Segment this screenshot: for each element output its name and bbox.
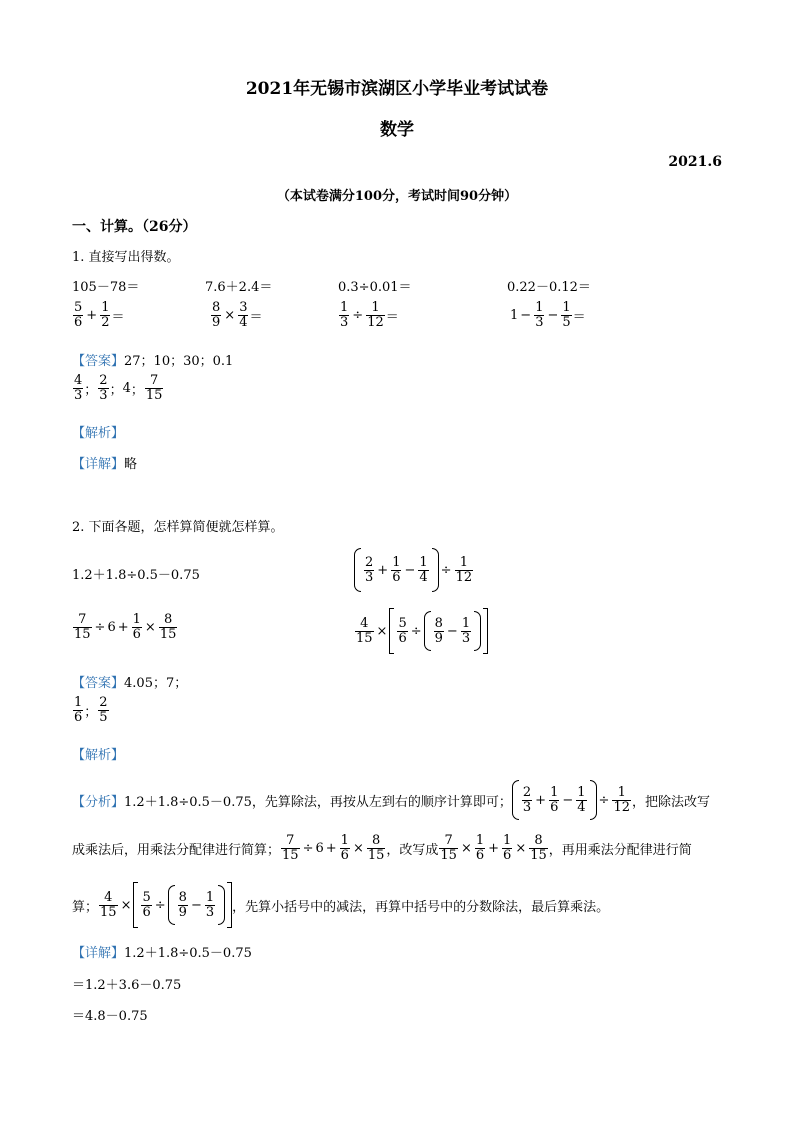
parenthesis-group [354,548,439,592]
fraction: $\frac{1}{12}$ [613,784,630,815]
separator: ； [130,382,144,398]
q2-answer [72,672,187,691]
answer-label: 【答案】 [72,676,125,691]
fraction: $\frac{1}{6}$ [475,833,485,863]
fraction: $\frac{1}{3}$ [340,300,349,330]
fenxi-text: ，改写成 [386,842,439,858]
q2-expr-4 [354,608,488,654]
fraction: $\frac{2}{3}$ [99,373,108,403]
left-paren [424,611,431,651]
separator: ； [109,382,123,398]
right-paren [432,548,439,592]
fraction: $\frac{7}{15}$ [440,833,457,863]
operator: − [547,307,559,323]
q2-analysis-label: 【解析】 [72,748,125,763]
parenthesis-group [168,885,225,925]
separator: ； [84,704,98,720]
whole-number: 4 [122,380,131,396]
fraction: $\frac{1}{6}$ [74,695,83,725]
whole-number: 1 [510,307,519,323]
detail-text: 略 [124,457,138,472]
fraction: $\frac{8}{9}$ [212,300,221,330]
fraction: $\frac{8}{9}$ [178,889,187,920]
fraction: $\frac{7}{15}$ [282,833,299,863]
fraction: $\frac{5}{6}$ [398,615,407,646]
fraction: $\frac{2}{5}$ [99,695,108,725]
operator: + [86,307,98,323]
q1-frac-expr-4 [510,301,586,329]
fraction: $\frac{1}{3}$ [461,615,471,646]
operator: × [376,623,388,639]
left-bracket [133,882,138,928]
q1-detail [72,453,137,472]
operator: + [377,562,389,578]
right-paren [218,885,225,925]
parenthesis-group [512,780,597,820]
q1-analysis-label: 【解析】 [72,426,125,441]
fraction: $\frac{1}{6}$ [132,612,141,642]
q1-expr-3: 0.3÷0.01＝ [338,280,412,295]
fraction: $\frac{5}{6}$ [74,300,83,330]
q2-fenxi-line-1 [72,780,710,820]
equals-sign: ＝ [572,309,586,325]
operator: ÷ [302,840,314,856]
operator: + [117,619,129,635]
detail-label: 【详解】 [72,457,125,472]
fraction: $\frac{7}{15}$ [74,612,91,642]
q1-expr-4: 0.22－0.12＝ [507,280,591,295]
operator: × [460,840,472,856]
fraction: $\frac{4}{15}$ [100,889,117,920]
fraction: $\frac{2}{3}$ [365,554,374,585]
q2-fenxi-line-3 [72,882,609,928]
fraction: $\frac{1}{4}$ [419,554,428,585]
q2-fenxi-line-2 [72,834,692,862]
equals-sign: ＝ [249,309,263,325]
exam-title: 2021年无锡市滨湖区小学毕业考试试卷 [245,79,549,99]
fraction: $\frac{3}{4}$ [239,300,248,330]
bracket-group [389,608,488,654]
operator: − [562,792,574,808]
operator: + [488,840,500,856]
fraction: $\frac{1}{6}$ [503,833,512,863]
fenxi-text: ，先算小括号中的减法，再算中括号中的分数除法，最后算乘法。 [232,899,610,915]
whole-number: 6 [107,619,116,635]
equals-sign: ＝ [111,309,125,325]
fraction: $\frac{1}{6}$ [392,554,401,585]
fraction: $\frac{4}{15}$ [356,615,373,646]
fraction: $\frac{8}{15}$ [159,612,177,642]
q2-expr-2 [354,548,474,592]
q2-expr-1: 1.2＋1.8÷0.5－0.75 [72,568,200,583]
fenxi-text: 成乘法后，用乘法分配律进行简算； [72,842,281,858]
operator: × [120,897,132,913]
fraction: $\frac{7}{15}$ [145,373,163,403]
operator: ÷ [410,623,422,639]
section-heading: 一、计算。（26分） [72,219,197,235]
q1-frac-expr-1 [72,301,124,329]
q1-expr-1: 105－78＝ [72,280,140,295]
whole-number: 6 [315,840,324,856]
q1-frac-expr-3 [338,301,399,329]
operator: − [520,307,532,323]
operator: ÷ [440,562,452,578]
q2-expr-3 [72,613,178,641]
question-2-prompt: 2. 下面各题，怎样算简便就怎样算。 [72,520,284,535]
operator: × [515,840,527,856]
exam-note: （本试卷满分100分，考试时间90分钟） [276,189,518,204]
q2-detail [72,942,252,961]
fraction: $\frac{1}{5}$ [562,300,571,330]
q2-detail-step-2: ＝1.2＋3.6－0.75 [72,978,182,993]
operator: ÷ [94,619,106,635]
operator: ÷ [154,897,166,913]
fenxi-text: ，再用乘法分配律进行简 [548,842,692,858]
fraction: $\frac{1}{4}$ [577,784,586,815]
left-paren [512,780,519,820]
fenxi-text: 算； [72,899,99,915]
answer-label: 【答案】 [72,354,125,369]
question-1-prompt: 1. 直接写出得数。 [72,250,180,265]
operator: ÷ [352,307,364,323]
fenxi-text: 1.2＋1.8÷0.5－0.75，先算除法，再按从左到右的顺序计算即可； [124,794,512,810]
parenthesis-group [424,611,481,651]
fraction: $\frac{1}{12}$ [367,300,384,330]
operator: × [224,307,236,323]
fraction: $\frac{1}{6}$ [550,784,559,815]
fraction: $\frac{1}{3}$ [205,889,215,920]
fraction: $\frac{2}{3}$ [522,784,532,815]
operator: − [404,562,416,578]
operator: × [352,840,364,856]
operator: + [535,792,547,808]
fraction: $\frac{8}{15}$ [530,833,547,863]
fraction: $\frac{1}{2}$ [101,300,110,330]
equals-sign: ＝ [385,309,399,325]
q1-frac-expr-2 [210,301,262,329]
detail-step: 1.2＋1.8÷0.5－0.75 [124,946,252,961]
q2-answer-fractions [72,696,110,724]
fraction: $\frac{1}{12}$ [455,554,473,585]
fraction: $\frac{1}{6}$ [340,833,349,863]
bracket-group [133,882,232,928]
operator: + [325,840,337,856]
left-bracket [389,608,394,654]
fraction: $\frac{4}{3}$ [74,373,83,403]
fraction: $\frac{8}{9}$ [434,615,443,646]
q1-expr-2: 7.6＋2.4＝ [205,280,273,295]
answer-text: 4.05；7； [124,676,188,691]
fenxi-text: ，把除法改写 [632,794,711,810]
right-paren [590,780,597,820]
subject-title: 数学 [380,120,414,140]
q2-detail-step-3: ＝4.8－0.75 [72,1009,148,1024]
q1-answer [72,350,233,369]
operator: ÷ [598,792,610,808]
right-bracket [483,608,488,654]
q1-answer-fractions [72,374,164,402]
detail-label: 【详解】 [72,946,125,961]
operator: × [144,619,156,635]
exam-date: 2021.6 [668,154,722,170]
left-paren [168,885,175,925]
operator: − [190,897,202,913]
separator: ； [84,382,98,398]
fraction: $\frac{1}{3}$ [535,300,544,330]
fenxi-label: 【分析】 [72,794,125,810]
operator: − [446,623,458,639]
fraction: $\frac{8}{15}$ [367,833,385,863]
answer-text: 27；10；30；0.1 [124,354,234,369]
right-paren [474,611,481,651]
left-paren [354,548,361,592]
fraction: $\frac{5}{6}$ [142,889,151,920]
